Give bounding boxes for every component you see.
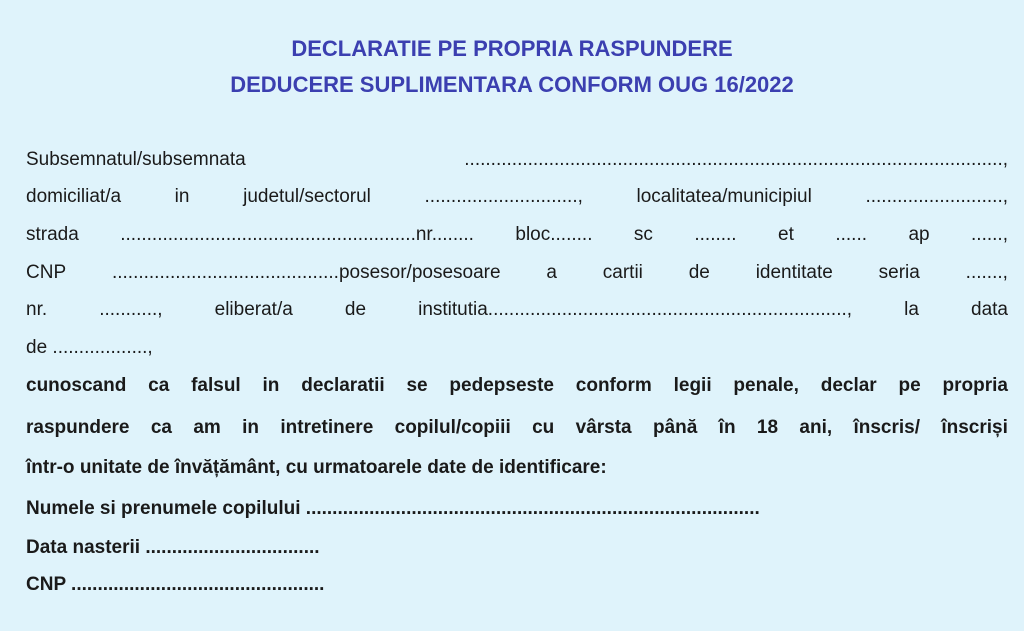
text-segment: a	[546, 262, 557, 283]
text-segment: 18	[756, 417, 779, 438]
form-line-id-issuer	[26, 298, 1008, 322]
text-segment: in	[262, 375, 280, 396]
text-segment: legii	[673, 375, 712, 396]
form-line-cnp	[26, 261, 1008, 285]
document-subtitle: DEDUCERE SUPLIMENTARA CONFORM OUG 16/2022	[230, 72, 794, 97]
declaration-line-1	[26, 374, 1008, 398]
text-segment: et	[778, 224, 794, 245]
text-segment: ap	[908, 224, 930, 245]
text-segment: sc	[633, 224, 653, 245]
text-segment: .......,	[965, 262, 1008, 283]
text-segment: ......................................................................................................,	[464, 149, 1008, 170]
text-segment: judetul/sectorul	[243, 186, 371, 207]
text-segment: pe	[898, 375, 921, 396]
text-segment: ca	[148, 375, 170, 396]
text-segment: ........................................................nr........	[120, 224, 474, 245]
text-segment: în	[718, 417, 736, 438]
text-segment: ..........................,	[865, 186, 1008, 207]
text-segment: declaratii	[301, 375, 385, 396]
text-segment: penale,	[733, 375, 799, 396]
text-segment: ........	[694, 224, 737, 245]
text-segment: seria	[878, 262, 920, 283]
text-segment: pedepseste	[449, 375, 554, 396]
text-segment: in	[242, 417, 260, 438]
text-segment: conform	[575, 375, 652, 396]
text-segment: intretinere	[280, 417, 374, 438]
text-segment: data	[971, 299, 1008, 320]
text-segment: înscriși	[941, 417, 1008, 438]
text-segment: identitate	[755, 262, 833, 283]
text-segment: ani,	[799, 417, 833, 438]
text-segment: ca	[150, 417, 172, 438]
form-line-street	[26, 223, 1008, 247]
form-line-address	[26, 185, 1008, 209]
text-segment: într-o unitate de învățământ, cu urmatoarele date de identificare:	[26, 457, 607, 478]
text-segment: ......,	[971, 224, 1008, 245]
text-segment: am	[193, 417, 221, 438]
text-segment: declar	[820, 375, 877, 396]
form-line-date	[26, 336, 1008, 360]
text-segment: strada	[26, 224, 79, 245]
text-segment: până	[652, 417, 698, 438]
text-segment: institutia....................................................................,	[418, 299, 853, 320]
text-segment: se	[406, 375, 428, 396]
text-segment: cartii	[602, 262, 643, 283]
text-segment: bloc........	[515, 224, 593, 245]
text-segment: domiciliat/a	[26, 186, 122, 207]
text-segment: la	[904, 299, 919, 320]
text-segment: ...........,	[99, 299, 163, 320]
text-segment: propria	[942, 375, 1008, 396]
text-segment: raspundere	[26, 417, 130, 438]
text-segment: de ..................,	[26, 337, 153, 358]
child-birthdate-field: Data nasterii .................................	[26, 537, 320, 558]
child-name-field: Numele si prenumele copilului ......................................................................................	[26, 498, 760, 519]
text-segment: nr.	[26, 299, 48, 320]
text-segment: CNP	[26, 262, 67, 283]
text-segment: vârsta	[575, 417, 632, 438]
document-title: DECLARATIE PE PROPRIA RASPUNDERE	[291, 36, 733, 61]
text-segment: cunoscand	[26, 375, 127, 396]
child-cnp-field: CNP ................................................	[26, 574, 325, 595]
text-segment: Subsemnatul/subsemnata	[26, 149, 246, 170]
text-segment: ...........................................posesor/posesoare	[111, 262, 501, 283]
declaration-line-2	[26, 416, 1008, 440]
declaration-line-3	[26, 456, 1008, 480]
text-segment: eliberat/a	[214, 299, 293, 320]
text-segment: cu	[532, 417, 555, 438]
text-segment: localitatea/municipiul	[636, 186, 812, 207]
text-segment: .............................,	[424, 186, 583, 207]
text-segment: in	[174, 186, 190, 207]
form-line-name	[26, 148, 1008, 172]
text-segment: de	[688, 262, 710, 283]
text-segment: falsul	[191, 375, 241, 396]
text-segment: ......	[835, 224, 868, 245]
text-segment: copilul/copiii	[394, 417, 511, 438]
text-segment: înscris/	[853, 417, 921, 438]
text-segment: de	[344, 299, 367, 320]
